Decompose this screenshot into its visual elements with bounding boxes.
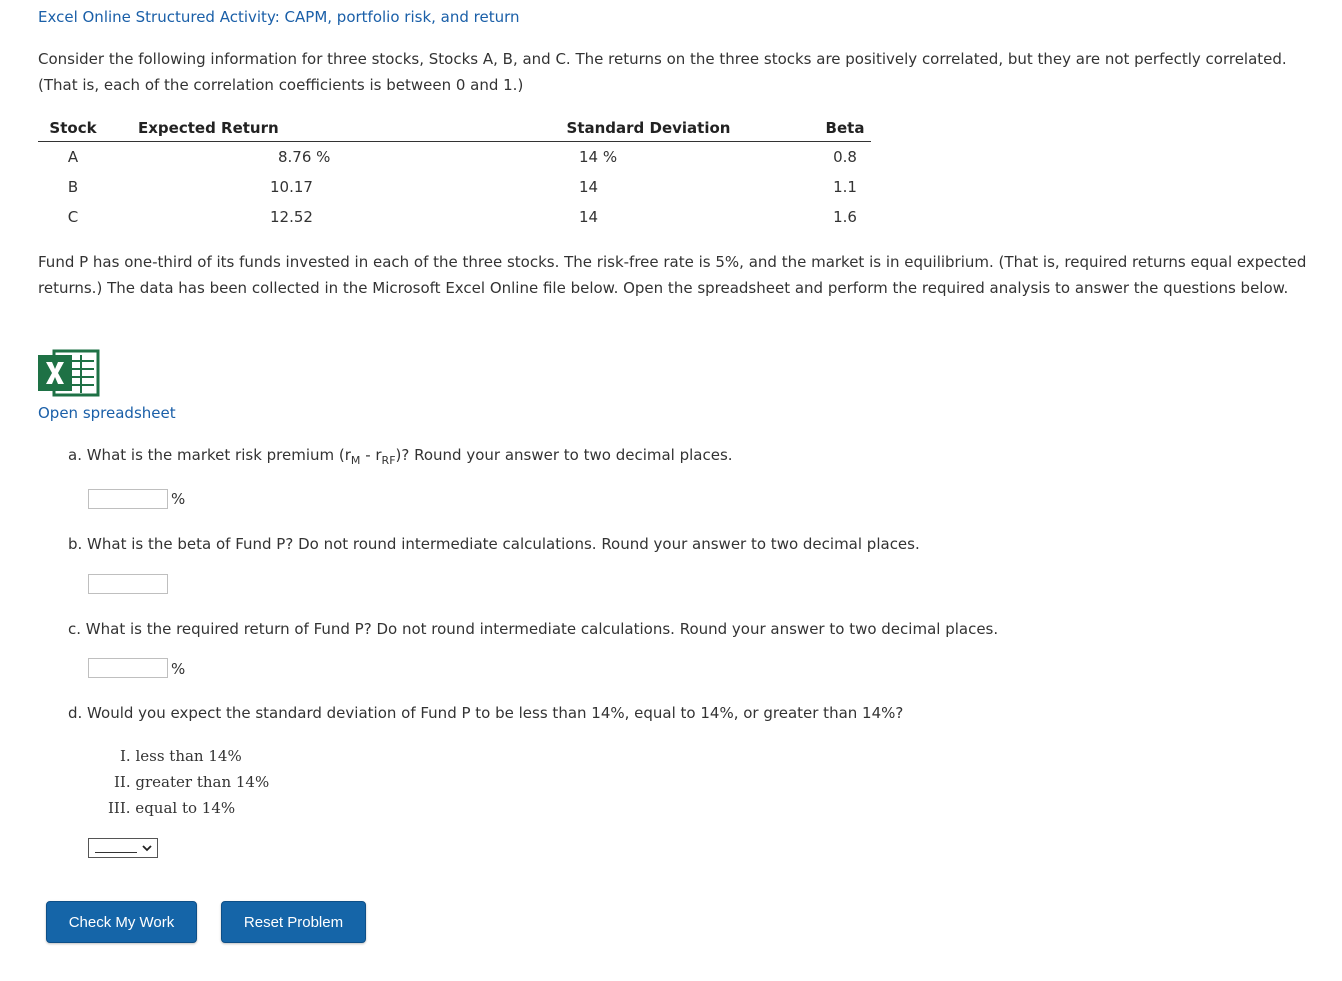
header-expected-return: Expected Return	[108, 115, 478, 142]
header-stock: Stock	[38, 115, 108, 142]
excel-icon[interactable]	[38, 347, 100, 399]
cell-beta: 1.1	[833, 178, 857, 196]
question-b: b. What is the beta of Fund P? Do not round intermediate calculations. Round your answer to two decimal places.	[68, 535, 920, 553]
question-a-suffix: )? Round your answer to two decimal places.	[395, 446, 733, 464]
table-row	[38, 142, 871, 173]
chevron-down-icon	[141, 842, 153, 854]
question-a-prefix: a. What is the market risk premium (r	[68, 446, 351, 464]
cell-expected-return: 10.17	[270, 178, 313, 196]
question-a	[68, 446, 733, 467]
subscript-m: M	[350, 454, 361, 467]
answer-a-unit: %	[171, 490, 186, 508]
subscript-rf: RF	[381, 454, 396, 467]
option-1: I. less than 14%	[120, 747, 242, 765]
answer-c-unit: %	[171, 660, 186, 678]
answer-c-input[interactable]	[88, 658, 168, 678]
cell-standard-deviation: 14	[579, 208, 599, 226]
reset-problem-button[interactable]: Reset Problem	[221, 901, 366, 943]
answer-a-input[interactable]	[88, 489, 168, 509]
answer-d-dropdown[interactable]	[88, 838, 158, 858]
fund-paragraph: Fund P has one-third of its funds invested in each of the three stocks. The risk-free rate is 5%, and the market is in equilibrium. (That is, required returns equal expected returns.) The data has been collected in the Microsoft Excel Online file below. Open the spreadsheet and perform the required analysis to answer the questions below.	[38, 253, 1307, 297]
cell-standard-deviation: 14 %	[579, 148, 618, 166]
question-c: c. What is the required return of Fund P? Do not round intermediate calculations. Round your answer to two decimal places.	[68, 620, 999, 638]
dropdown-blank	[95, 852, 137, 853]
intro-paragraph: Consider the following information for three stocks, Stocks A, B, and C. The returns on the three stocks are positively correlated, but they are not perfectly correlated. (That is, each of the correlation coefficients is between 0 and 1.)	[38, 50, 1287, 94]
cell-stock: B	[67, 178, 79, 196]
cell-expected-return: 12.52	[270, 208, 313, 226]
cell-stock: C	[67, 208, 79, 226]
question-a-mid: - r	[360, 446, 382, 464]
header-standard-deviation: Standard Deviation	[478, 115, 819, 142]
stock-data-table	[38, 115, 871, 232]
check-my-work-button[interactable]: Check My Work	[46, 901, 197, 943]
cell-beta: 0.8	[833, 148, 857, 166]
answer-b-input[interactable]	[88, 574, 168, 594]
header-beta: Beta	[819, 115, 871, 142]
cell-standard-deviation: 14	[579, 178, 599, 196]
table-header-row	[38, 115, 871, 142]
activity-title: Excel Online Structured Activity: CAPM, portfolio risk, and return	[38, 8, 520, 26]
open-spreadsheet-link[interactable]: Open spreadsheet	[38, 404, 176, 422]
question-d: d. Would you expect the standard deviation of Fund P to be less than 14%, equal to 14%, or greater than 14%?	[68, 704, 904, 722]
cell-stock: A	[67, 148, 79, 166]
cell-beta: 1.6	[833, 208, 857, 226]
table-row	[38, 202, 871, 232]
option-3: III. equal to 14%	[108, 799, 236, 817]
table-row	[38, 172, 871, 202]
option-2: II. greater than 14%	[114, 773, 270, 791]
cell-expected-return: 8.76 %	[278, 148, 331, 166]
